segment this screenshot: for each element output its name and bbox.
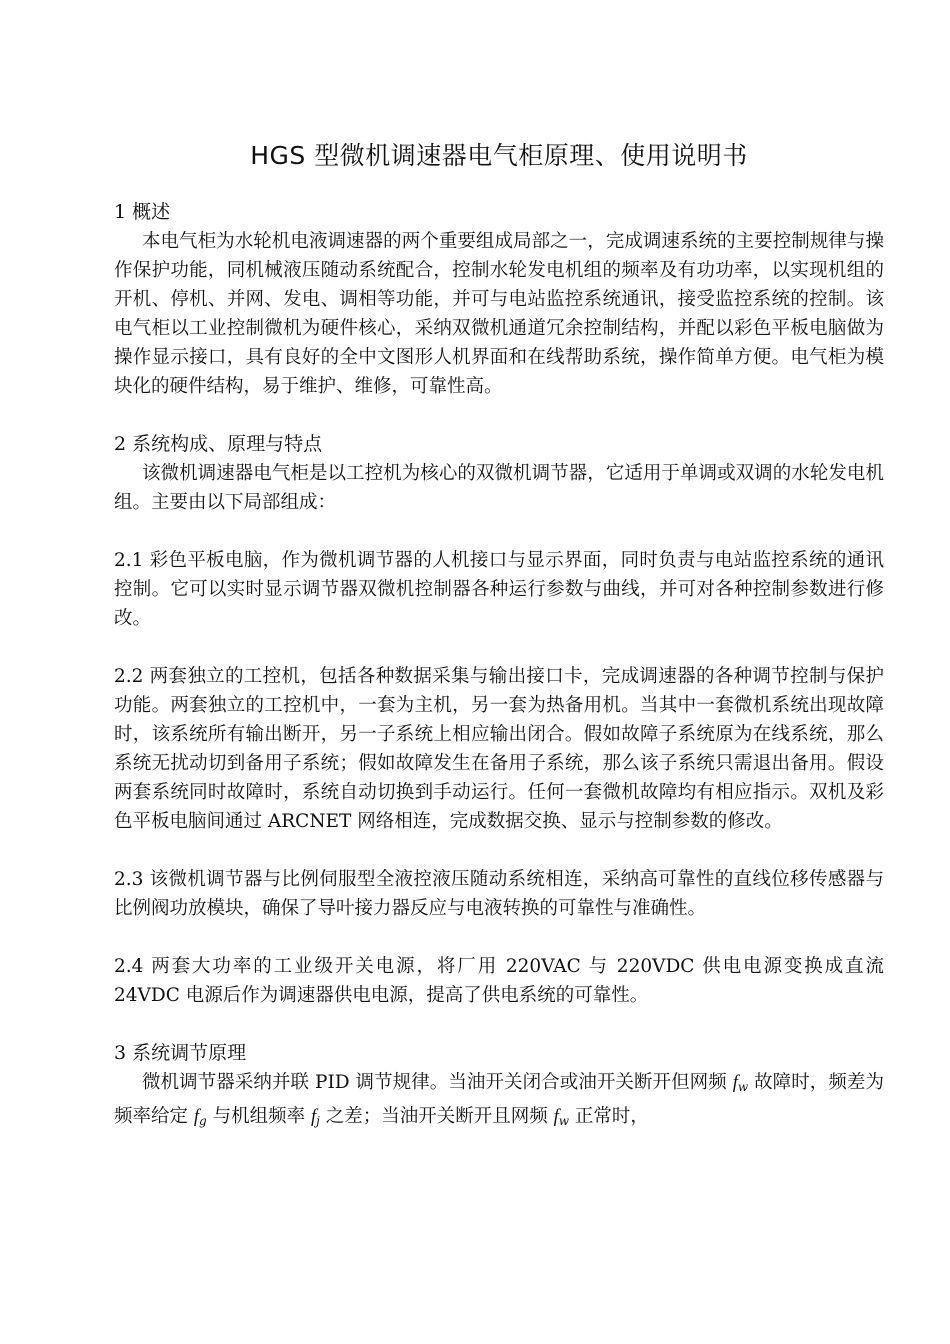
section-heading-regulation: 3 系统调节原理: [114, 1042, 247, 1064]
text-run: 故障时，频差为频率给定: [114, 1072, 884, 1127]
symbol-frequency-setpoint: f: [193, 1107, 200, 1127]
paragraph-structure-intro: 该微机调速器电气柜是以工控机为核心的双微机调节器，它适用于单调或双调的水轮发电机组。主要由以下局部组成：: [114, 463, 884, 513]
paragraph-2-2: 2.2 两套独立的工控机，包括各种数据采集与输出接口卡，完成调速器的各种调节控制与保护功能。两套独立的工控机中，一套为主机，另一套为热备用机。当其中一套微机系统出现故障时，该系统所有输出断开，另一子系统上相应输出闭合。假如故障子系统原为在线系统，那么系统无扰动切到备用子系统；假如故障发生在备用子系统，那么该子系统只需退出备用。假设两套系统同时故障时，系统自动切换到手动运行。任何一套微机故障均有相应指示。双机及彩色平板电脑间通过 ARCNET 网络相连，完成数据交换、显示与控制参数的修改。: [114, 666, 884, 832]
paragraph-2-4: 2.4 两套大功率的工业级开关电源，将厂用 220VAC 与 220VDC 供电电源变换成直流 24VDC 电源后作为调速器供电电源，提高了供电系统的可靠性。: [114, 956, 884, 1006]
text-run: 之差；当油开关断开且网频: [319, 1106, 554, 1127]
section-regulation: [114, 1039, 884, 1136]
symbol-subscript: w: [558, 1114, 570, 1128]
symbol-grid-frequency: f: [553, 1107, 559, 1127]
paragraph-2-1: 2.1 彩色平板电脑，作为微机调节器的人机接口与显示界面，同时负责与电站监控系统的通讯控制。它可以实时显示调节器双微机控制器各种运行参数与曲线，并可对各种控制参数进行修改。: [114, 550, 884, 629]
paragraph-spacer: [114, 836, 884, 865]
paragraph-overview: 本电气柜为水轮机电液调速器的两个重要组成局部之一，完成调速系统的主要控制规律与操作保护功能，同机械液压随动系统配合，控制水轮发电机组的频率及有功功率，以实现机组的开机、停机、并网、发电、调相等功能，并可与电站监控系统通讯，接受监控系统的控制。该电气柜以工业控制微机为硬件核心，采纳双微机通道冗余控制结构，并配以彩色平板电脑做为操作显示接口，具有良好的全中文图形人机界面和在线帮助系统，操作简单方便。电气柜为模块化的硬件结构，易于维护、维修，可靠性高。: [114, 231, 884, 397]
paragraph-2-3: 2.3 该微机调节器与比例伺服型全液控液压随动系统相连，采纳高可靠性的直线位移传感器与比例阀功放模块，确保了导叶接力器反应与电液转换的可靠性与准确性。: [114, 869, 884, 919]
paragraph-spacer: [114, 401, 884, 430]
text-run: 与机组频率: [206, 1106, 311, 1127]
text-run: 微机调节器采纳并联 PID 调节规律。当油开关闭合或油开关断开但网频: [142, 1072, 733, 1093]
paragraph-spacer: [114, 517, 884, 546]
section-overview: [114, 198, 884, 401]
symbol-unit-frequency: f: [310, 1107, 317, 1127]
paragraph-spacer: [114, 923, 884, 952]
paragraph-spacer: [114, 1010, 884, 1039]
symbol-subscript: w: [737, 1080, 749, 1094]
document-title: HGS 型微机调速器电气柜原理、使用说明书: [250, 141, 748, 170]
symbol-subscript: j: [316, 1114, 320, 1128]
paragraph-regulation: [114, 1068, 884, 1136]
section-heading-structure: 2 系统构成、原理与特点: [114, 433, 323, 455]
symbol-subscript: g: [199, 1114, 207, 1128]
text-run: 正常时，: [569, 1106, 649, 1127]
section-heading-overview: 1 概述: [114, 201, 171, 223]
section-structure: [114, 430, 884, 517]
paragraph-spacer: [114, 633, 884, 662]
symbol-grid-frequency: f: [732, 1073, 738, 1093]
